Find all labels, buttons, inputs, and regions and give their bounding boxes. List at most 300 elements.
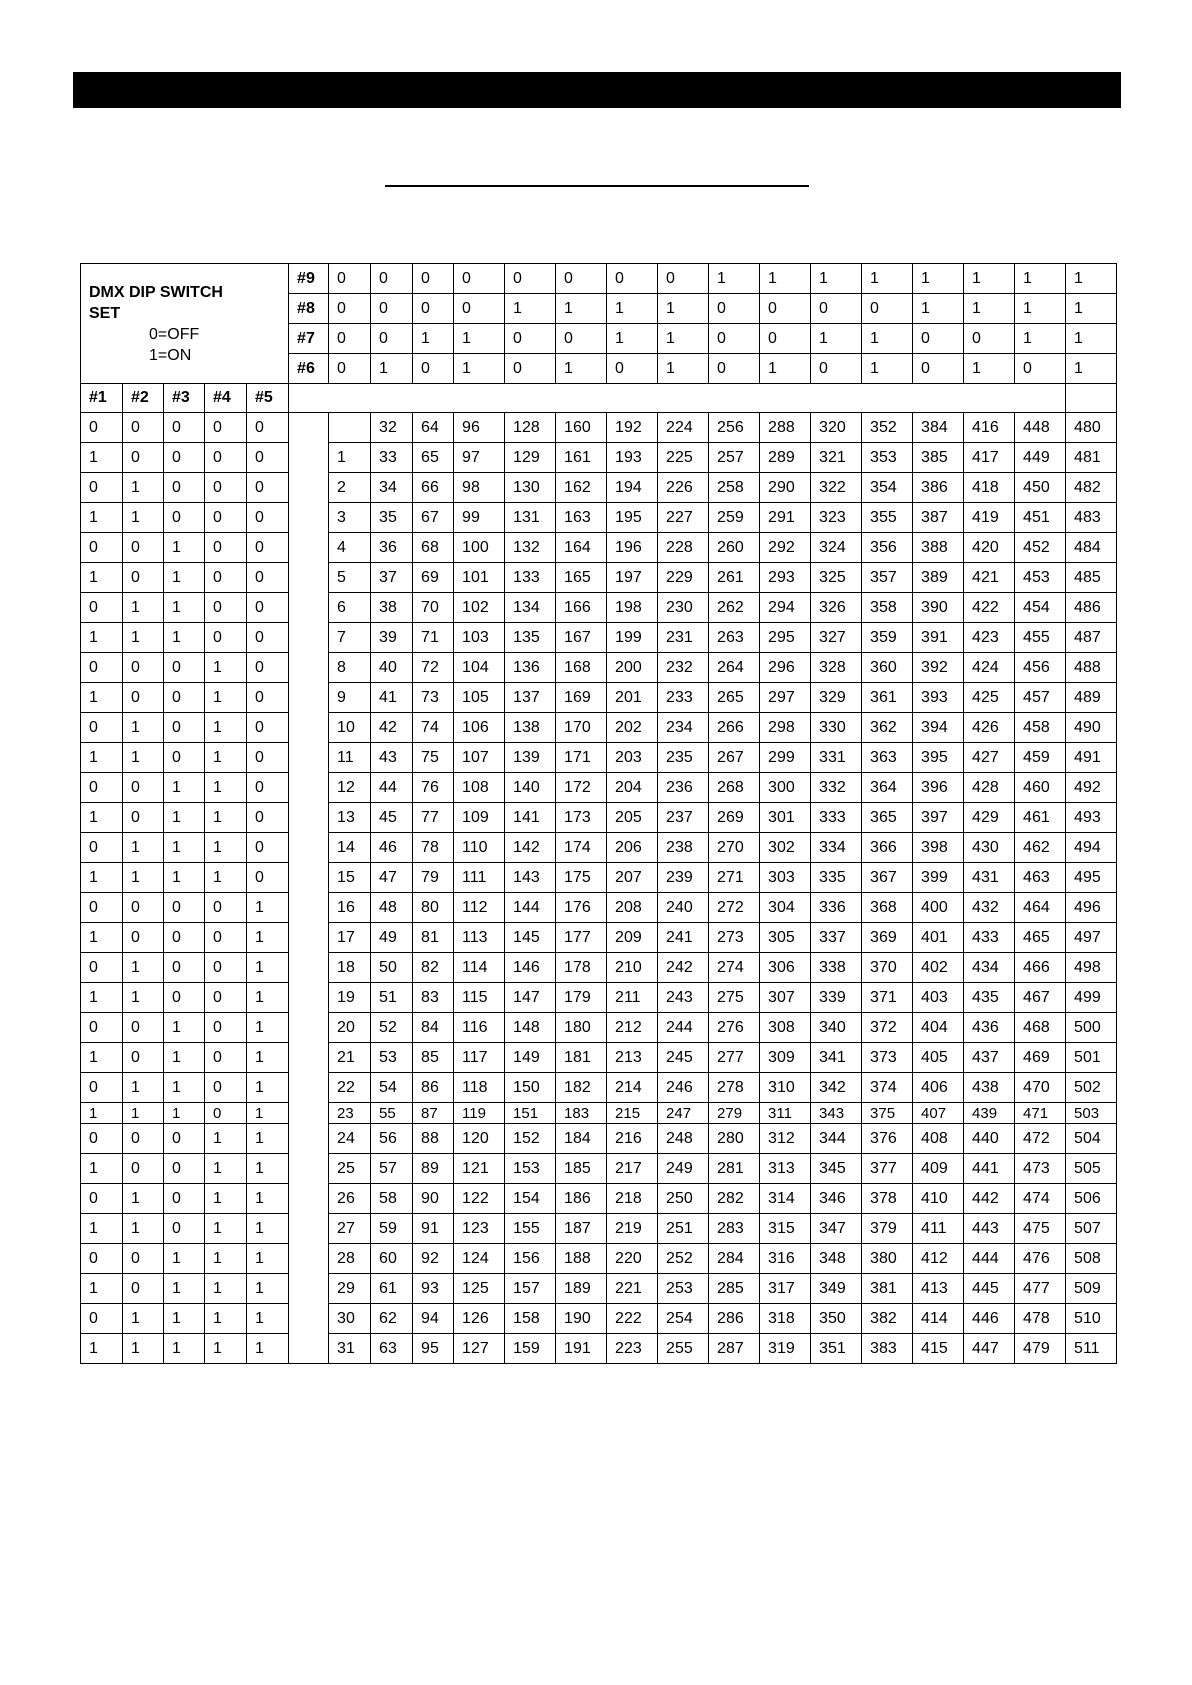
address-cell: 465	[1015, 923, 1066, 953]
address-cell: 307	[760, 983, 811, 1013]
switch-value-cell: 1	[123, 503, 164, 533]
switch-value-cell: 0	[81, 1124, 123, 1154]
address-cell: 347	[811, 1214, 862, 1244]
switch-value-cell: 1	[164, 623, 205, 653]
switch-value-cell: 1	[123, 1334, 164, 1364]
address-cell: 251	[658, 1214, 709, 1244]
address-cell: 3	[329, 503, 371, 533]
switch-value-cell: 0	[247, 623, 289, 653]
address-cell: 92	[413, 1244, 454, 1274]
switch-value-cell: 0	[205, 1103, 247, 1124]
address-cell: 272	[709, 893, 760, 923]
address-cell: 325	[811, 563, 862, 593]
address-cell: 403	[913, 983, 964, 1013]
address-cell: 317	[760, 1274, 811, 1304]
address-cell: 493	[1066, 803, 1117, 833]
switch-value-cell: 1	[164, 1244, 205, 1274]
address-cell: 495	[1066, 863, 1117, 893]
address-cell: 389	[913, 563, 964, 593]
switch-label: #8	[289, 294, 329, 324]
switch-value-cell: 1	[205, 803, 247, 833]
address-cell: 159	[505, 1334, 556, 1364]
address-cell: 100	[454, 533, 505, 563]
address-cell: 76	[413, 773, 454, 803]
switch-value-cell: 0	[164, 653, 205, 683]
address-cell: 50	[371, 953, 413, 983]
address-cell: 470	[1015, 1073, 1066, 1103]
switch-value-cell: 1	[205, 1124, 247, 1154]
switch-value-cell: 0	[164, 1214, 205, 1244]
address-cell: 205	[607, 803, 658, 833]
switch-value-cell: 1	[964, 354, 1015, 384]
switch-value-cell: 1	[556, 354, 607, 384]
address-cell: 54	[371, 1073, 413, 1103]
switch-label: #5	[247, 384, 289, 413]
address-cell: 282	[709, 1184, 760, 1214]
address-cell: 476	[1015, 1244, 1066, 1274]
address-cell: 425	[964, 683, 1015, 713]
address-cell: 150	[505, 1073, 556, 1103]
address-cell: 371	[862, 983, 913, 1013]
switch-value-cell: 0	[81, 893, 123, 923]
address-cell: 131	[505, 503, 556, 533]
address-cell: 346	[811, 1184, 862, 1214]
address-cell: 140	[505, 773, 556, 803]
address-cell: 497	[1066, 923, 1117, 953]
switch-value-cell: 0	[123, 1274, 164, 1304]
address-cell: 301	[760, 803, 811, 833]
address-cell: 210	[607, 953, 658, 983]
address-cell: 107	[454, 743, 505, 773]
address-cell: 338	[811, 953, 862, 983]
switch-value-cell: 0	[164, 923, 205, 953]
address-cell: 294	[760, 593, 811, 623]
switch-value-cell: 0	[329, 294, 371, 324]
address-cell: 409	[913, 1154, 964, 1184]
address-cell: 83	[413, 983, 454, 1013]
address-row	[81, 983, 1117, 1013]
address-row	[81, 1304, 1117, 1334]
address-cell: 39	[371, 623, 413, 653]
address-cell: 22	[329, 1073, 371, 1103]
address-cell: 227	[658, 503, 709, 533]
address-cell: 135	[505, 623, 556, 653]
address-cell: 281	[709, 1154, 760, 1184]
address-cell: 405	[913, 1043, 964, 1073]
address-cell: 254	[658, 1304, 709, 1334]
address-cell: 323	[811, 503, 862, 533]
switch-value-cell: 1	[164, 1103, 205, 1124]
switch-value-cell: 0	[205, 533, 247, 563]
switch-value-cell: 1	[81, 803, 123, 833]
address-cell: 73	[413, 683, 454, 713]
address-cell: 402	[913, 953, 964, 983]
switch-value-cell: 1	[164, 1043, 205, 1073]
address-cell: 35	[371, 503, 413, 533]
address-cell: 81	[413, 923, 454, 953]
address-cell: 494	[1066, 833, 1117, 863]
address-cell: 504	[1066, 1124, 1117, 1154]
address-cell: 511	[1066, 1334, 1117, 1364]
address-cell: 270	[709, 833, 760, 863]
switch-value-cell: 1	[658, 294, 709, 324]
switch-value-cell: 1	[205, 1184, 247, 1214]
address-cell: 231	[658, 623, 709, 653]
switch-value-cell: 1	[964, 264, 1015, 294]
address-cell: 239	[658, 863, 709, 893]
switch-value-cell: 1	[205, 773, 247, 803]
address-cell: 197	[607, 563, 658, 593]
switch-value-cell: 1	[123, 743, 164, 773]
switch-value-cell: 1	[607, 294, 658, 324]
switch-label: #1	[81, 384, 123, 413]
address-cell: 97	[454, 443, 505, 473]
address-cell: 416	[964, 413, 1015, 443]
switch-value-cell: 1	[1066, 354, 1117, 384]
address-row	[81, 1274, 1117, 1304]
switch-value-cell: 1	[81, 1334, 123, 1364]
address-cell: 366	[862, 833, 913, 863]
address-cell: 277	[709, 1043, 760, 1073]
switch-value-cell: 0	[413, 264, 454, 294]
switch-value-cell: 0	[123, 803, 164, 833]
switch-value-cell: 1	[205, 1244, 247, 1274]
address-cell: 10	[329, 713, 371, 743]
switch-value-cell: 1	[164, 773, 205, 803]
switch-label: #3	[164, 384, 205, 413]
address-cell: 78	[413, 833, 454, 863]
address-cell: 392	[913, 653, 964, 683]
address-cell: 156	[505, 1244, 556, 1274]
address-cell: 238	[658, 833, 709, 863]
switch-label: #4	[205, 384, 247, 413]
switch-value-cell: 1	[247, 1214, 289, 1244]
address-cell: 501	[1066, 1043, 1117, 1073]
dmx-dip-switch-table	[80, 263, 1117, 1364]
switch-value-cell: 1	[81, 683, 123, 713]
switch-value-cell: 0	[247, 503, 289, 533]
address-cell: 16	[329, 893, 371, 923]
switch-value-cell: 1	[505, 294, 556, 324]
address-cell: 243	[658, 983, 709, 1013]
address-row	[81, 503, 1117, 533]
switch-value-cell: 0	[123, 413, 164, 443]
address-cell: 47	[371, 863, 413, 893]
address-cell: 499	[1066, 983, 1117, 1013]
switch-value-cell: 1	[81, 563, 123, 593]
switch-value-cell: 0	[123, 1013, 164, 1043]
switch-value-cell: 0	[205, 923, 247, 953]
switch-value-cell: 0	[247, 773, 289, 803]
switch-value-cell: 0	[760, 294, 811, 324]
address-cell: 424	[964, 653, 1015, 683]
switch-value-cell: 0	[205, 563, 247, 593]
address-cell: 128	[505, 413, 556, 443]
address-cell: 139	[505, 743, 556, 773]
address-row	[81, 803, 1117, 833]
address-cell: 265	[709, 683, 760, 713]
address-cell: 125	[454, 1274, 505, 1304]
switch-value-cell: 0	[556, 264, 607, 294]
legend-off: 0=OFF	[149, 325, 200, 343]
switch-value-cell: 0	[123, 1043, 164, 1073]
address-cell: 414	[913, 1304, 964, 1334]
address-cell: 178	[556, 953, 607, 983]
switch-value-cell: 0	[164, 443, 205, 473]
address-cell: 157	[505, 1274, 556, 1304]
address-cell: 266	[709, 713, 760, 743]
switch-label: #6	[289, 354, 329, 384]
address-cell: 232	[658, 653, 709, 683]
address-cell: 348	[811, 1244, 862, 1274]
address-cell: 431	[964, 863, 1015, 893]
address-cell: 331	[811, 743, 862, 773]
address-cell: 299	[760, 743, 811, 773]
address-cell: 246	[658, 1073, 709, 1103]
address-cell: 44	[371, 773, 413, 803]
switch-value-cell: 0	[164, 1154, 205, 1184]
address-cell: 40	[371, 653, 413, 683]
switch-value-cell: 1	[247, 1304, 289, 1334]
address-cell: 58	[371, 1184, 413, 1214]
address-cell: 191	[556, 1334, 607, 1364]
address-cell: 253	[658, 1274, 709, 1304]
address-cell: 372	[862, 1013, 913, 1043]
switch-value-cell: 1	[81, 983, 123, 1013]
switch-value-cell: 0	[81, 653, 123, 683]
address-cell: 312	[760, 1124, 811, 1154]
address-cell: 33	[371, 443, 413, 473]
address-cell: 321	[811, 443, 862, 473]
address-cell: 27	[329, 1214, 371, 1244]
switch-value-cell: 0	[862, 294, 913, 324]
switch-value-cell: 1	[164, 863, 205, 893]
address-row	[81, 713, 1117, 743]
address-cell: 192	[607, 413, 658, 443]
switch-value-cell: 0	[81, 713, 123, 743]
address-row	[81, 1244, 1117, 1274]
address-cell: 283	[709, 1214, 760, 1244]
address-cell: 505	[1066, 1154, 1117, 1184]
switch-value-cell: 1	[81, 923, 123, 953]
address-cell: 478	[1015, 1304, 1066, 1334]
switch-value-cell: 1	[164, 1073, 205, 1103]
address-cell: 479	[1015, 1334, 1066, 1364]
switch-value-cell: 1	[811, 324, 862, 354]
address-cell: 15	[329, 863, 371, 893]
switch-value-cell: 0	[164, 893, 205, 923]
address-cell: 209	[607, 923, 658, 953]
address-cell: 179	[556, 983, 607, 1013]
switch-value-cell: 1	[862, 264, 913, 294]
address-cell: 181	[556, 1043, 607, 1073]
address-cell: 186	[556, 1184, 607, 1214]
address-cell: 110	[454, 833, 505, 863]
switch-value-cell: 1	[247, 1043, 289, 1073]
switch-value-cell: 0	[709, 324, 760, 354]
address-cell: 357	[862, 563, 913, 593]
switch-value-cell: 1	[81, 443, 123, 473]
address-cell: 318	[760, 1304, 811, 1334]
switch-value-cell: 1	[205, 863, 247, 893]
address-cell: 41	[371, 683, 413, 713]
address-cell: 138	[505, 713, 556, 743]
switch-value-cell: 1	[1015, 264, 1066, 294]
switch-value-cell: 0	[607, 354, 658, 384]
address-cell: 343	[811, 1103, 862, 1124]
switch-value-cell: 1	[247, 1103, 289, 1124]
address-cell: 116	[454, 1013, 505, 1043]
switch-value-cell: 0	[81, 1013, 123, 1043]
address-cell: 218	[607, 1184, 658, 1214]
address-cell: 111	[454, 863, 505, 893]
switch-value-cell: 1	[164, 1274, 205, 1304]
address-cell: 203	[607, 743, 658, 773]
address-cell: 263	[709, 623, 760, 653]
switch-value-cell: 1	[123, 473, 164, 503]
switch-value-cell: 0	[505, 324, 556, 354]
address-cell: 484	[1066, 533, 1117, 563]
address-cell: 221	[607, 1274, 658, 1304]
address-cell: 262	[709, 593, 760, 623]
switch-value-cell: 0	[123, 1124, 164, 1154]
address-cell: 74	[413, 713, 454, 743]
address-cell: 172	[556, 773, 607, 803]
address-cell: 492	[1066, 773, 1117, 803]
address-cell: 292	[760, 533, 811, 563]
switch-value-cell: 0	[1015, 354, 1066, 384]
switch-value-cell: 1	[81, 623, 123, 653]
switch-value-cell: 1	[81, 1043, 123, 1073]
address-cell: 213	[607, 1043, 658, 1073]
address-cell: 293	[760, 563, 811, 593]
address-cell: 87	[413, 1103, 454, 1124]
address-cell: 119	[454, 1103, 505, 1124]
address-row	[81, 533, 1117, 563]
address-row	[81, 653, 1117, 683]
address-cell: 43	[371, 743, 413, 773]
address-row	[81, 1214, 1117, 1244]
address-cell: 236	[658, 773, 709, 803]
address-cell: 12	[329, 773, 371, 803]
address-cell: 319	[760, 1334, 811, 1364]
address-cell: 378	[862, 1184, 913, 1214]
switch-value-cell: 0	[81, 1304, 123, 1334]
address-cell: 7	[329, 623, 371, 653]
address-row	[81, 593, 1117, 623]
switch-value-cell: 0	[205, 1013, 247, 1043]
address-cell: 104	[454, 653, 505, 683]
address-cell: 68	[413, 533, 454, 563]
address-cell: 207	[607, 863, 658, 893]
address-cell: 460	[1015, 773, 1066, 803]
address-cell: 36	[371, 533, 413, 563]
switch-value-cell: 0	[164, 503, 205, 533]
address-cell: 250	[658, 1184, 709, 1214]
address-row	[81, 1154, 1117, 1184]
address-cell: 64	[413, 413, 454, 443]
switch-value-cell: 0	[205, 593, 247, 623]
address-cell: 220	[607, 1244, 658, 1274]
address-cell: 185	[556, 1154, 607, 1184]
address-cell: 278	[709, 1073, 760, 1103]
address-cell: 88	[413, 1124, 454, 1154]
address-cell: 72	[413, 653, 454, 683]
address-cell: 441	[964, 1154, 1015, 1184]
address-cell: 342	[811, 1073, 862, 1103]
switch-value-cell: 1	[413, 324, 454, 354]
address-cell: 359	[862, 623, 913, 653]
address-cell: 5	[329, 563, 371, 593]
address-cell: 149	[505, 1043, 556, 1073]
address-cell: 480	[1066, 413, 1117, 443]
switch-value-cell: 0	[709, 354, 760, 384]
address-cell: 196	[607, 533, 658, 563]
switch-value-cell: 0	[371, 264, 413, 294]
low-switch-header-row	[81, 384, 1117, 413]
address-cell: 134	[505, 593, 556, 623]
address-cell: 393	[913, 683, 964, 713]
address-cell: 472	[1015, 1124, 1066, 1154]
address-cell: 247	[658, 1103, 709, 1124]
switch-value-cell: 1	[164, 1334, 205, 1364]
address-cell: 352	[862, 413, 913, 443]
switch-value-cell: 1	[1066, 264, 1117, 294]
address-row	[81, 773, 1117, 803]
title-underline	[385, 185, 809, 187]
switch-value-cell: 0	[658, 264, 709, 294]
address-row	[81, 923, 1117, 953]
address-cell: 477	[1015, 1274, 1066, 1304]
address-cell: 20	[329, 1013, 371, 1043]
address-cell: 151	[505, 1103, 556, 1124]
address-cell: 49	[371, 923, 413, 953]
address-cell: 37	[371, 563, 413, 593]
address-cell: 62	[371, 1304, 413, 1334]
address-cell: 426	[964, 713, 1015, 743]
address-cell: 77	[413, 803, 454, 833]
address-cell: 432	[964, 893, 1015, 923]
address-cell: 290	[760, 473, 811, 503]
address-cell: 452	[1015, 533, 1066, 563]
address-cell: 206	[607, 833, 658, 863]
legend-on: 1=ON	[149, 346, 192, 364]
switch-value-cell: 1	[164, 1013, 205, 1043]
address-cell: 21	[329, 1043, 371, 1073]
switch-value-cell: 0	[329, 354, 371, 384]
switch-value-cell: 0	[81, 413, 123, 443]
switch-value-cell: 1	[123, 713, 164, 743]
address-cell: 489	[1066, 683, 1117, 713]
address-cell: 469	[1015, 1043, 1066, 1073]
address-cell: 453	[1015, 563, 1066, 593]
address-cell: 304	[760, 893, 811, 923]
address-row	[81, 563, 1117, 593]
switch-value-cell: 0	[205, 1043, 247, 1073]
switch-value-cell: 0	[247, 743, 289, 773]
switch-value-cell: 1	[164, 533, 205, 563]
address-row	[81, 1043, 1117, 1073]
address-cell: 315	[760, 1214, 811, 1244]
address-cell: 18	[329, 953, 371, 983]
address-cell: 450	[1015, 473, 1066, 503]
address-cell: 98	[454, 473, 505, 503]
switch-value-cell: 0	[164, 1124, 205, 1154]
address-row	[81, 1124, 1117, 1154]
switch-value-cell: 0	[81, 1244, 123, 1274]
address-cell: 326	[811, 593, 862, 623]
address-cell: 193	[607, 443, 658, 473]
